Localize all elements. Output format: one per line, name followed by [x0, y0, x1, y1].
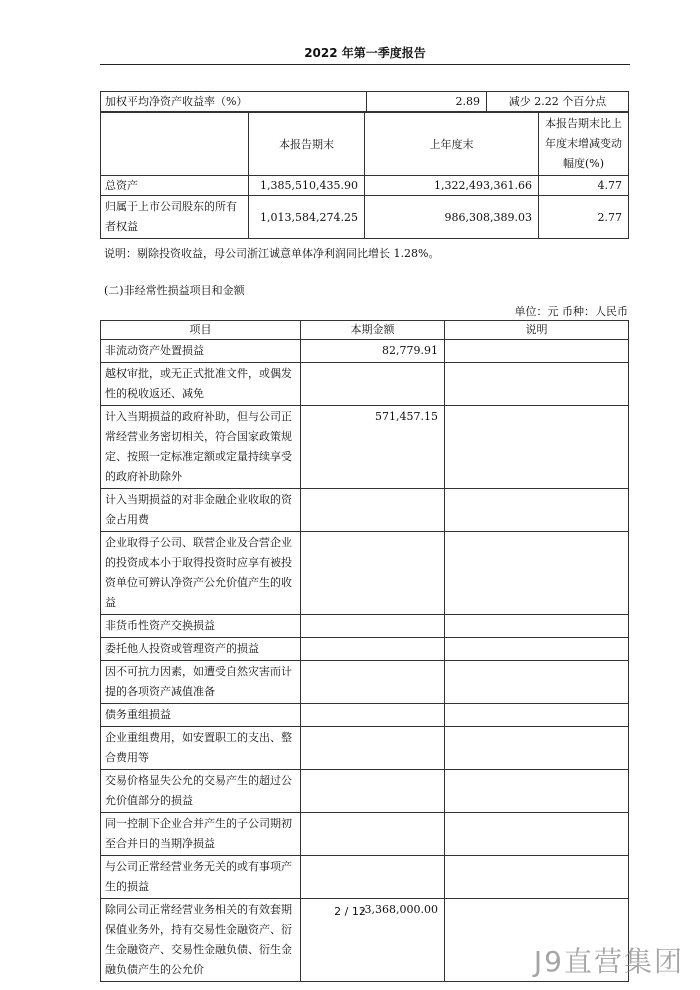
amount-cell [301, 615, 445, 638]
item-cell: 非流动资产处置损益 [101, 340, 301, 363]
item-cell: 除同公司正常经营业务相关的有效套期保值业务外，持有交易性金融资产、衍生金融资产、交易性金融负债、衍生金融负债产生的公允价 [101, 899, 301, 982]
blank-header-cell [101, 113, 249, 176]
roe-label: 加权平均净资产收益率（%） [101, 92, 367, 112]
non-recurring-items-table [100, 320, 629, 982]
amount-cell: 82,779.91 [301, 340, 445, 363]
amount-cell [301, 661, 445, 704]
column-header-row [101, 113, 629, 176]
item-cell: 企业取得子公司、联营企业及合营企业的投资成本小于取得投资时应享有被投资单位可辨认净资产公允价值产生的收益 [101, 532, 301, 615]
table-row [101, 363, 629, 406]
col-last-year-end: 上年度末 [365, 113, 539, 176]
amount-cell [301, 489, 445, 532]
column-header-row [101, 321, 629, 340]
col-description: 说明 [445, 321, 629, 340]
amount-cell [301, 727, 445, 770]
amount-cell: -3,368,000.00 [301, 899, 445, 982]
roe-change: 减少 2.22 个百分点 [487, 92, 629, 112]
table-row [101, 856, 629, 899]
table-row [101, 661, 629, 704]
item-cell: 非货币性资产交换损益 [101, 615, 301, 638]
key-indicators-table [100, 91, 629, 112]
desc-cell [445, 340, 629, 363]
desc-cell [445, 704, 629, 727]
item-cell: 与公司正常经营业务无关的或有事项产生的损益 [101, 856, 301, 899]
amount-cell: 571,457.15 [301, 406, 445, 489]
desc-cell [445, 489, 629, 532]
table-row [101, 532, 629, 615]
table-row [101, 770, 629, 813]
watermark-logo: J9直营集团 [533, 945, 684, 978]
amount-cell [301, 532, 445, 615]
col-amount: 本期金额 [301, 321, 445, 340]
item-cell: 越权审批，或无正式批准文件，或偶发性的税收返还、减免 [101, 363, 301, 406]
col-item: 项目 [101, 321, 301, 340]
row-label: 总资产 [101, 176, 249, 196]
amount-cell [301, 363, 445, 406]
section-title: (二)非经常性损益项目和金额 [104, 284, 245, 297]
row-change: 2.77 [539, 196, 629, 239]
item-cell: 委托他人投资或管理资产的损益 [101, 638, 301, 661]
item-cell: 因不可抗力因素，如遭受自然灾害而计提的各项资产减值准备 [101, 661, 301, 704]
amount-cell [301, 704, 445, 727]
page-number: 2 / 12 [334, 905, 366, 918]
amount-cell [301, 770, 445, 813]
row-last-year: 1,322,493,361.66 [365, 176, 539, 196]
row-last-year: 986,308,389.03 [365, 196, 539, 239]
table-row [101, 176, 629, 196]
table-row [101, 196, 629, 239]
amount-cell [301, 856, 445, 899]
row-label: 归属于上市公司股东的所有者权益 [101, 196, 249, 239]
amount-cell [301, 638, 445, 661]
desc-cell [445, 856, 629, 899]
item-cell: 交易价格显失公允的交易产生的超过公允价值部分的损益 [101, 770, 301, 813]
item-cell: 债务重组损益 [101, 704, 301, 727]
desc-cell [445, 532, 629, 615]
explanatory-note: 说明：剔除投资收益，母公司浙江诚意单体净利润同比增长 1.28%。 [104, 247, 440, 260]
table-row [101, 489, 629, 532]
item-cell: 计入当期损益的对非金融企业收取的资金占用费 [101, 489, 301, 532]
roe-row [101, 92, 629, 112]
item-cell: 企业重组费用，如安置职工的支出、整合费用等 [101, 727, 301, 770]
table-row [101, 813, 629, 856]
report-header-title: 2022 年第一季度报告 [304, 46, 426, 60]
row-current: 1,385,510,435.90 [249, 176, 365, 196]
col-change-pct: 本报告期末比上年度末增减变动幅度(%) [539, 113, 629, 176]
desc-cell [445, 406, 629, 489]
header-divider [100, 64, 630, 65]
table-row [101, 615, 629, 638]
desc-cell [445, 727, 629, 770]
desc-cell [445, 661, 629, 704]
row-change: 4.77 [539, 176, 629, 196]
col-current-period: 本报告期末 [249, 113, 365, 176]
roe-value: 2.89 [367, 92, 487, 112]
table-row [101, 638, 629, 661]
row-current: 1,013,584,274.25 [249, 196, 365, 239]
table-row [101, 727, 629, 770]
assets-equity-table [100, 112, 629, 239]
amount-cell [301, 813, 445, 856]
item-cell: 同一控制下企业合并产生的子公司期初至合并日的当期净损益 [101, 813, 301, 856]
table-row [101, 704, 629, 727]
desc-cell [445, 770, 629, 813]
desc-cell [445, 813, 629, 856]
table-row [101, 340, 629, 363]
desc-cell [445, 615, 629, 638]
unit-currency-line: 单位：元 币种：人民币 [514, 305, 628, 318]
desc-cell [445, 363, 629, 406]
table-row [101, 406, 629, 489]
desc-cell [445, 638, 629, 661]
item-cell: 计入当期损益的政府补助，但与公司正常经营业务密切相关，符合国家政策规定、按照一定标准定额或定量持续享受的政府补助除外 [101, 406, 301, 489]
